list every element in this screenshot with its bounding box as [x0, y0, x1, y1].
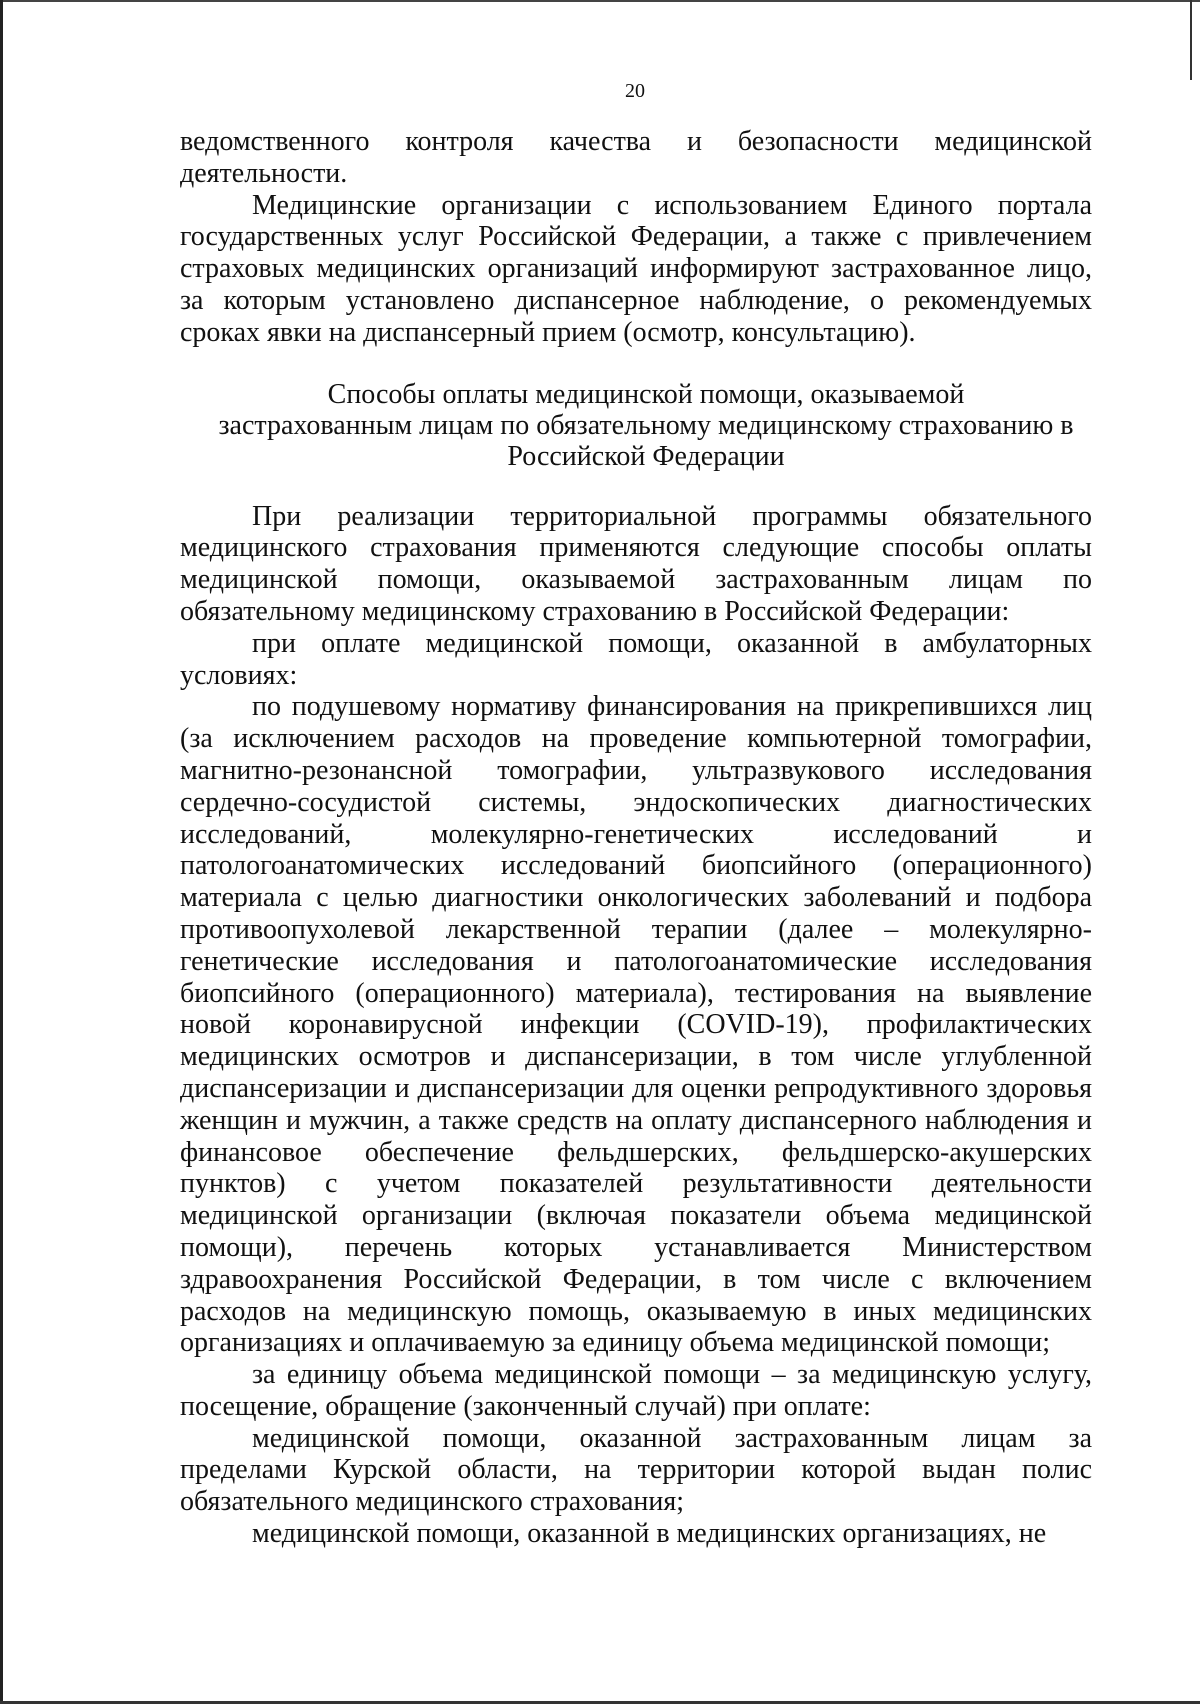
paragraph: по подушевому нормативу финансирования на прикрепившихся лиц (за исключением расходов на проведение компьютерной томографии, магнитно-резонансной томографии, ультразвукового исследования сердечно-сосудистой системы, эндоскопических диагностических исследований, молекулярно-генетических исследований и патологоанатомических исследований биопсийного (операционного) материала с целью диагностики онкологических заболеваний и подбора противоопухолевой лекарственной терапии (далее – молекулярно-генетические исследования и патологоанатомические исследования биопсийного (операционного) материала), тестирования на выявление новой коронавирусной инфекции (COVID-19), профилактических медицинских осмотров и диспансеризации, в том числе углубленной диспансеризации и диспансеризации для оценки репродуктивного здоровья женщин и мужчин, а также средств на оплату диспансерного наблюдения и финансовое обеспечение фельдшерских, фельдшерско-акушерских пунктов) с учетом показателей результативности деятельности медицинской организации (включая показатели объема медицинской помощи), перечень которых устанавливается Министерством здравоохранения Российской Федерации, в том числе с включением расходов на медицинскую помощь, оказываемую в иных медицинских организациях и оплачиваемую за единицу объема медицинской помощи;	[180, 691, 1092, 1359]
heading-line: Российской Федерации	[507, 440, 785, 472]
scan-edge-top	[0, 0, 1200, 2]
paragraph: ведомственного контроля качества и безопасности медицинской деятельности.	[180, 126, 1092, 189]
scan-edge-right	[1190, 0, 1192, 80]
heading-line: застрахованным лицам по обязательному медицинскому страхованию в	[218, 409, 1074, 441]
scan-edge-left	[0, 0, 3, 1704]
paragraph: При реализации территориальной программы обязательного медицинского страхования применяются следующие способы оплаты медицинской помощи, оказываемой застрахованным лицам по обязательному медицинскому страхованию в Российской Федерации:	[180, 500, 1092, 627]
paragraph: медицинской помощи, оказанной застрахованным лицам за пределами Курской области, на территории которой выдан полис обязательного медицинского страхования;	[180, 1422, 1092, 1518]
section-heading	[180, 379, 1092, 472]
heading-line: Способы оплаты медицинской помощи, оказываемой	[327, 378, 965, 410]
paragraph: при оплате медицинской помощи, оказанной в амбулаторных условиях:	[180, 627, 1092, 691]
paragraph: Медицинские организации с использованием Единого портала государственных услуг Российской Федерации, а также с привлечением страховых медицинских организаций информируют застрахованное лицо, за которым установлено диспансерное наблюдение, о рекомендуемых сроках явки на диспансерный прием (осмотр, консультацию).	[180, 189, 1092, 348]
paragraph: за единицу объема медицинской помощи – за медицинскую услугу, посещение, обращение (законченный случай) при оплате:	[180, 1359, 1092, 1422]
page-number: 20	[625, 80, 645, 102]
paragraph: медицинской помощи, оказанной в медицинских организациях, не	[252, 1518, 1047, 1550]
document-body	[180, 126, 1092, 1550]
